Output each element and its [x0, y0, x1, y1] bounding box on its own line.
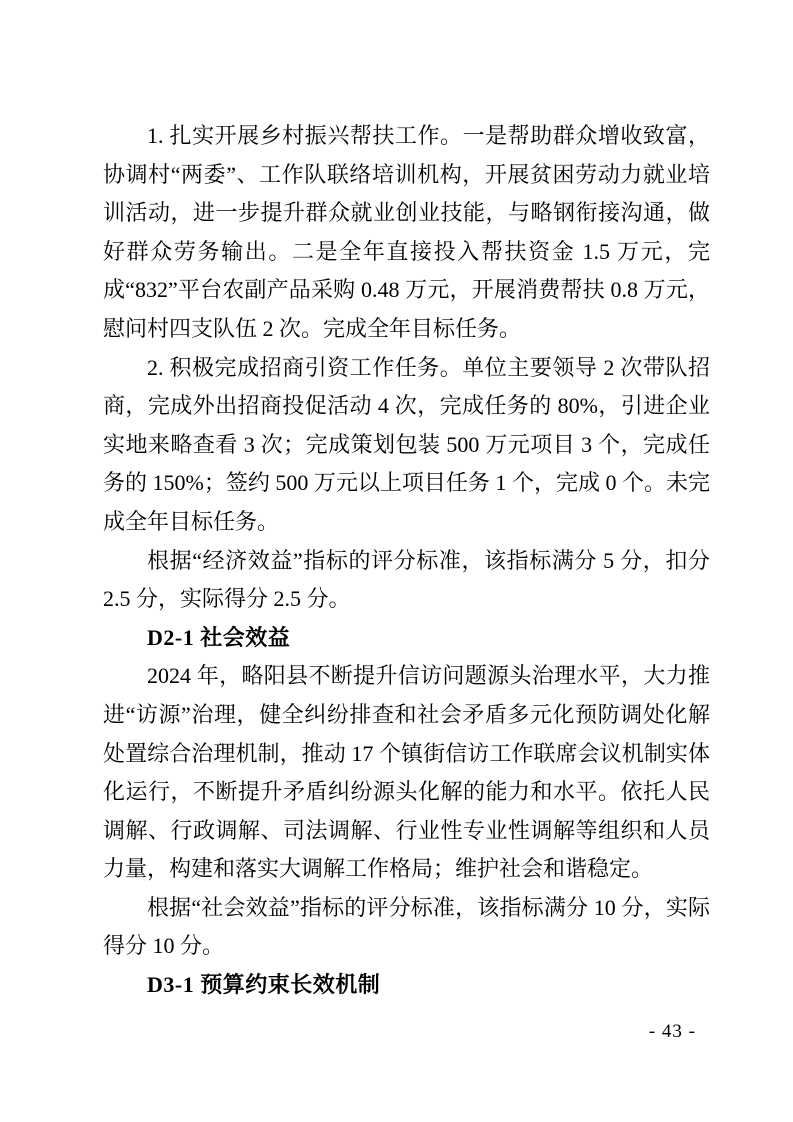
paragraph-economic-benefit-score: 根据“经济效益”指标的评分标准，该指标满分 5 分，扣分 2.5 分，实际得分 2.5 分。	[103, 547, 710, 612]
page-number: - 43 -	[648, 1021, 696, 1042]
paragraph-social-benefit: 2024 年，略阳县不断提升信访问题源头治理水平，大力推进“访源”治理，健全纠纷排查和社会矛盾多元化预防调处化解处置综合治理机制，推动 17 个镇街信访工作联席会议机制实体化运行，不断提升矛盾纠纷源头化解的能力和水平。依托人民调解、行政调解、司法调解、行业性专业性调解等组织和人员力量，构建和落实大调解工作格局；维护社会和谐稳定。	[103, 663, 710, 882]
document-content	[103, 117, 710, 1005]
paragraph-rural-revitalization-support: 1. 扎实开展乡村振兴帮扶工作。一是帮助群众增收致富，协调村“两委”、工作队联络培训机构，开展贫困劳动力就业培训活动，进一步提升群众就业创业技能，与略钢衔接沟通，做好群众劳务输出。二是全年直接投入帮扶资金 1.5 万元，完成“832”平台农副产品采购 0.48 万元，开展消费帮扶 0.8 万元，慰问村四支队伍 2 次。完成全年目标任务。	[103, 123, 710, 341]
paragraph-investment-attraction: 2. 积极完成招商引资工作任务。单位主要领导 2 次带队招商，完成外出招商投促活动 4 次，完成任务的 80%，引进企业实地来略查看 3 次；完成策划包装 500 万元项目 3 个，完成任务的 150%；签约 500 万元以上项目任务 1 个，完成 0 个。未完成全年目标任务。	[103, 354, 710, 534]
paragraph-social-benefit-score: 根据“社会效益”指标的评分标准，该指标满分 10 分，实际得分 10 分。	[103, 894, 710, 959]
section-heading-budget-constraint-mechanism: D3-1 预算约束长效机制	[147, 972, 381, 998]
section-heading-social-benefit: D2-1 社会效益	[147, 624, 291, 650]
